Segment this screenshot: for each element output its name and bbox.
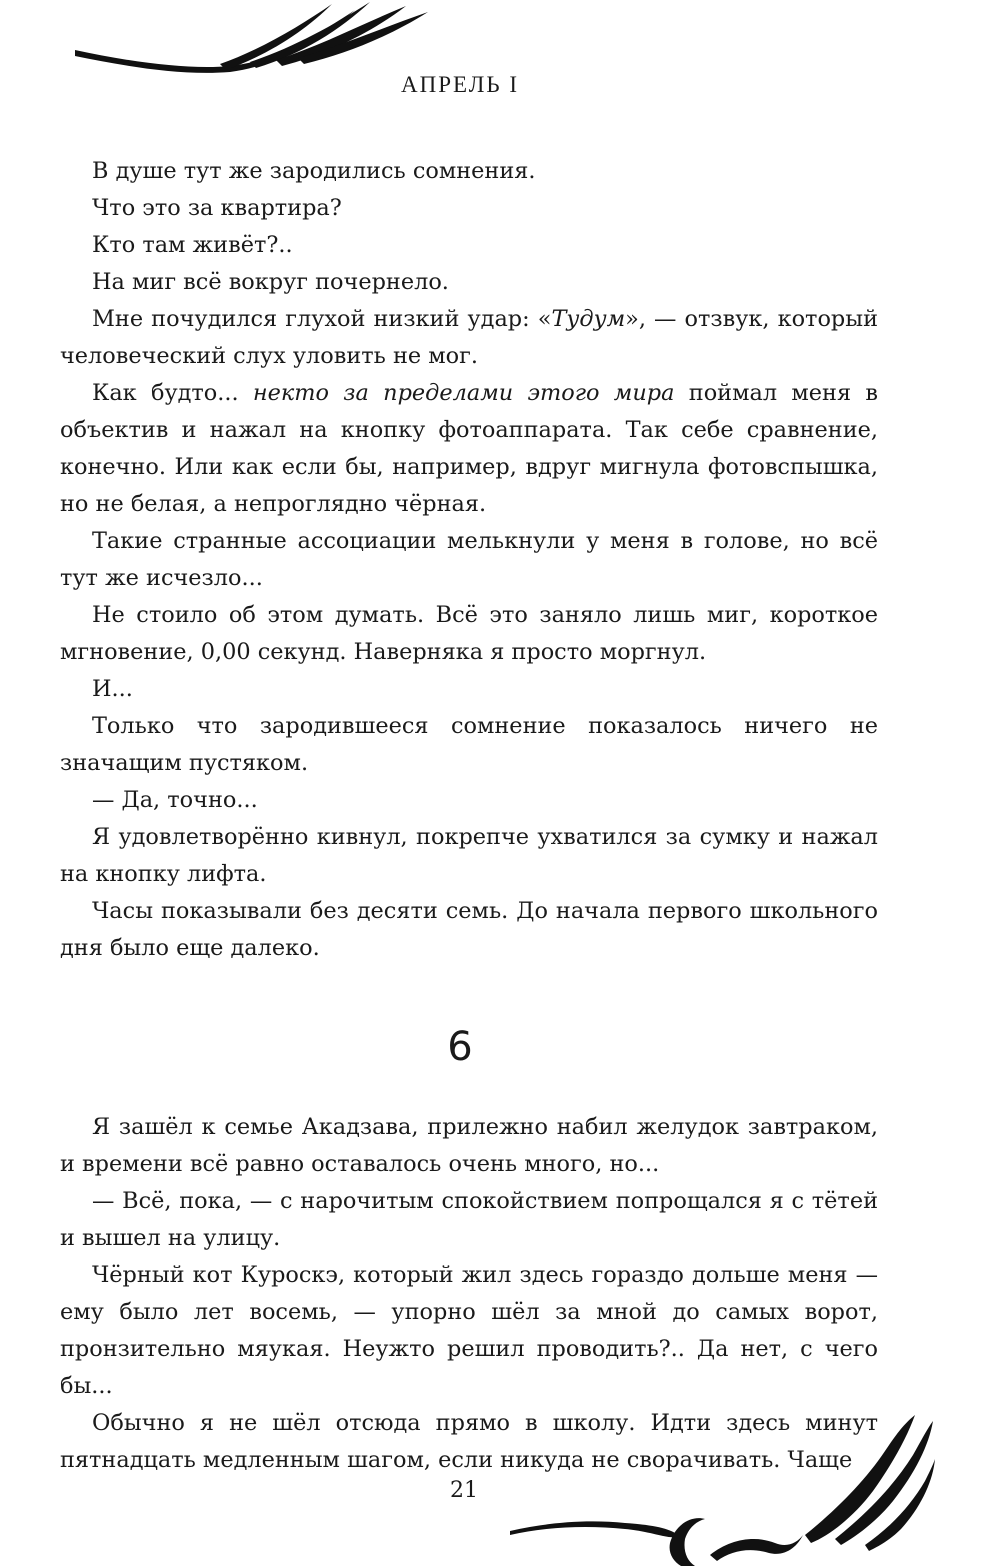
text-span: Мне почудился глухой низкий удар: « — [92, 306, 552, 332]
bottom-ornament-brush-strokes — [505, 1415, 935, 1566]
page-number: 21 — [450, 1478, 478, 1503]
paragraph: — Да, точно... — [92, 787, 258, 813]
paragraph: Что это за квартира? — [92, 195, 342, 221]
paragraph: Я зашёл к семье Акадзава, прилежно набил желудок завтраком, и времени всё равно оставалось очень много, но... — [60, 1114, 878, 1177]
paragraph: — Всё, пока, — с нарочитым спокойствием попрощался я с тётей и вышел на улицу. — [60, 1188, 878, 1251]
text-span: Как будто... — [92, 380, 253, 406]
paragraph: И... — [92, 676, 133, 702]
text-span: », — отзвук, который человеческий слух уловить не мог. — [60, 306, 878, 369]
paragraph: Чёрный кот Куроскэ, который жил здесь гораздо дольше меня — ему было лет восемь, — упорно шёл за мной до самых ворот, пронзительно мяукая. Неужто решил проводить?.. Да нет, с чего бы... — [60, 1262, 878, 1399]
paragraph: Не стоило об этом думать. Всё это заняло лишь миг, короткое мгновение, 0,00 секунд. Наверняка я просто моргнул. — [60, 602, 878, 665]
running-head: АПРЕЛЬ I — [401, 72, 519, 97]
italic-text: некто за пределами этого мира — [252, 380, 675, 406]
paragraph: В душе тут же зародились сомнения. — [92, 158, 536, 184]
text-span: поймал меня в объектив и нажал на кнопку фотоаппарата. Так себе сравнение, конечно. Или как если бы, например, вдруг мигнула фотовспышка, но не белая, а непроглядно чёрная. — [60, 380, 878, 517]
paragraph: Кто там живёт?.. — [92, 232, 293, 258]
paragraph — [60, 375, 878, 523]
paragraph: Обычно я не шёл отсюда прямо в школу. Идти здесь минут пятнадцать медленным шагом, если никуда не сворачивать. Чаще — [60, 1410, 878, 1473]
chapter-number: 6 — [447, 1024, 473, 1070]
italic-text: Тудум — [551, 306, 626, 332]
paragraph — [60, 301, 878, 375]
paragraph: На миг всё вокруг почернело. — [92, 269, 449, 295]
paragraph: Такие странные ассоциации мелькнули у меня в голове, но всё тут же исчезло... — [60, 528, 878, 591]
paragraph: Часы показывали без десяти семь. До начала первого школьного дня было еще далеко. — [60, 898, 878, 961]
paragraph: Только что зародившееся сомнение показалось ничего не значащим пустяком. — [60, 713, 878, 776]
text-section-1 — [60, 153, 878, 967]
paragraph: Я удовлетворённо кивнул, покрепче ухватился за сумку и нажал на кнопку лифта. — [60, 824, 878, 887]
